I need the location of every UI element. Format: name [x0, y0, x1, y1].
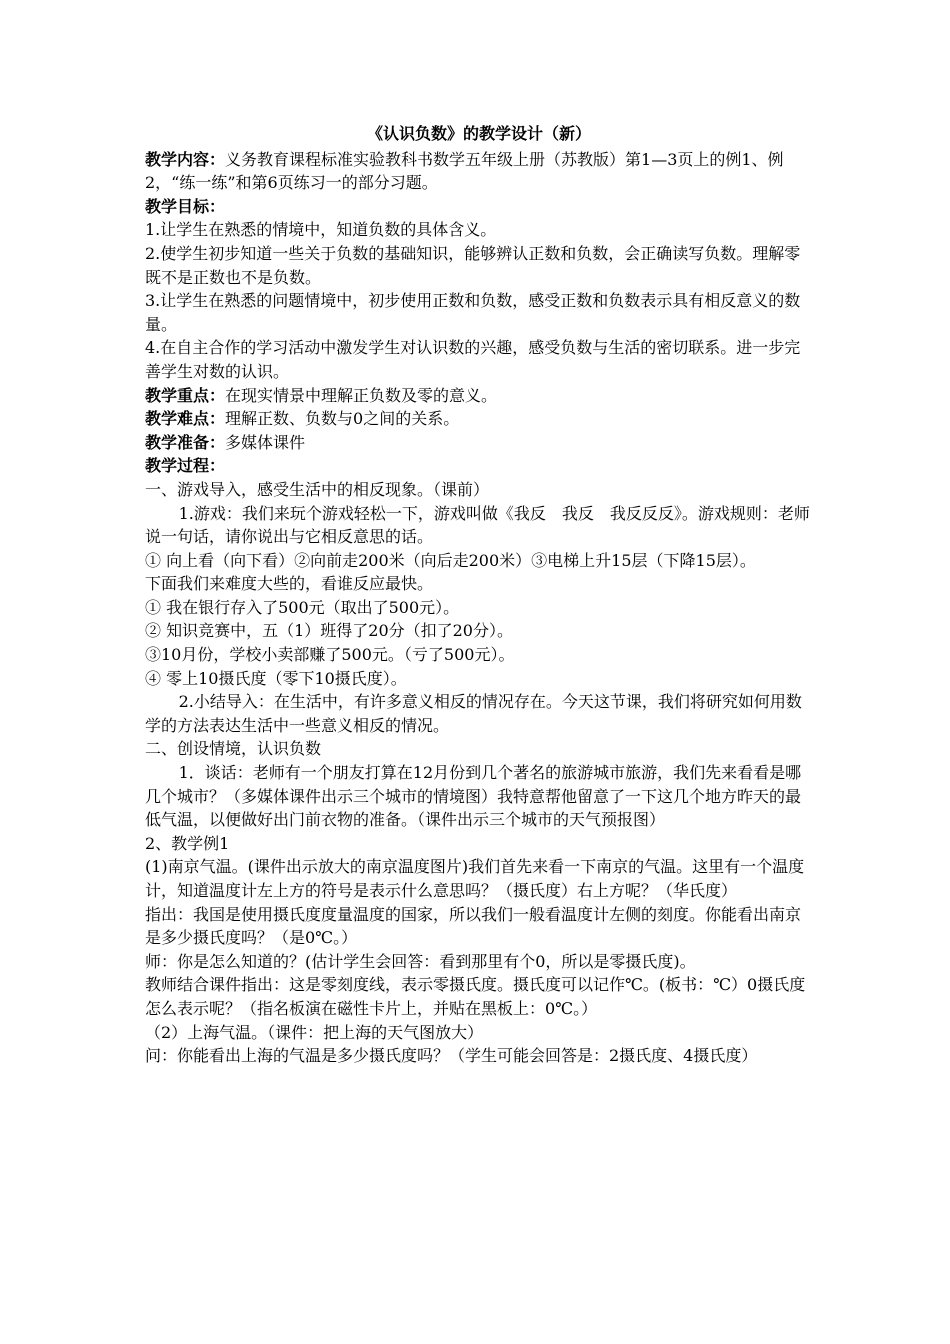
document-title: 《认识负数》的教学设计（新） — [366, 124, 591, 143]
game-examples: ① 向上看（向下看）②向前走200米（向后走200米）③电梯上升15层（下降15层）。 — [145, 550, 756, 570]
example-heading: 2、教学例1 — [145, 833, 230, 853]
key-text: 在现实情景中理解正负数及零的意义。 — [225, 385, 498, 405]
prep-text: 多媒体课件 — [225, 432, 306, 452]
teacher-point: 教师结合课件指出：这是零刻度线，表示零摄氏度。摄氏度可以记作℃。(板书：℃）0摄氏度怎么表示呢？（指名板演在磁性卡片上，并贴在黑板上：0℃。） — [145, 975, 806, 1018]
harder-item: ① 我在银行存入了500元（取出了500元）。 — [145, 597, 460, 617]
content-text: 义务教育课程标准实验教科书数学五年级上册（苏教版）第1—3页上的例1、例2，“练一练”和第6页练习一的部分习题。 — [145, 149, 784, 193]
goal-item: 2.使学生初步知道一些关于负数的基础知识，能够辨认正数和负数，会正确读写负数。理解零既不是正数也不是负数。 — [145, 243, 801, 287]
goal-item: 1.让学生在熟悉的情境中，知道负数的具体含义。 — [145, 220, 497, 240]
point-out-paragraph: 指出：我国是使用摄氏度度量温度的国家，所以我们一般看温度计左侧的刻度。你能看出南京是多少摄氏度吗？（是0℃。） — [145, 904, 802, 948]
key-label: 教学重点： — [145, 385, 226, 405]
harder-item: ② 知识竞赛中，五（1）班得了20分（扣了20分）。 — [145, 621, 513, 641]
goal-item: 4.在自主合作的学习活动中激发学生对认识数的兴趣，感受负数与生活的密切联系。进一步完善学生对数的认识。 — [145, 338, 801, 381]
process-label: 教学过程： — [145, 456, 226, 476]
harder-intro: 下面我们来难度大些的，看谁反应最快。 — [145, 574, 434, 594]
harder-item: ④ 零上10摄氏度（零下10摄氏度）。 — [145, 668, 407, 688]
teaching-difficulty — [145, 407, 813, 431]
teaching-key — [145, 384, 813, 408]
document-page — [145, 122, 813, 1068]
goals-label: 教学目标： — [145, 196, 226, 216]
section-heading: 二、创设情境，认识负数 — [145, 739, 322, 759]
teacher-question: 师：你是怎么知道的？(估计学生会回答：看到那里有个0，所以是零摄氏度)。 — [145, 951, 696, 971]
prep-label: 教学准备： — [145, 432, 226, 452]
shanghai-paragraph: （2）上海气温。（课件：把上海的天气图放大） — [145, 1022, 484, 1042]
nanjing-paragraph: (1)南京气温。(课件出示放大的南京温度图片)我们首先来看一下南京的气温。这里有一个温度计，知道温度计左上方的符号是表示什么意思吗？（摄氏度）右上方呢？（华氏度） — [145, 857, 805, 900]
question-paragraph: 问：你能看出上海的气温是多少摄氏度吗？（学生可能会回答是：2摄氏度、4摄氏度） — [145, 1046, 758, 1066]
section-heading: 一、游戏导入，感受生活中的相反现象。（课前） — [145, 479, 490, 499]
content-label: 教学内容： — [145, 149, 226, 169]
teaching-content — [145, 148, 813, 195]
teaching-prep — [145, 431, 813, 455]
summary-paragraph: 2.小结导入：在生活中，有许多意义相反的情况存在。今天这节课，我们将研究如何用数学的方法表达生活中一些意义相反的情况。 — [145, 692, 802, 735]
difficulty-label: 教学难点： — [145, 409, 226, 429]
goal-item: 3.让学生在熟悉的问题情境中，初步使用正数和负数，感受正数和负数表示具有相反意义的数量。 — [145, 291, 801, 334]
harder-item: ③10月份，学校小卖部赚了500元。（亏了500元）。 — [145, 645, 515, 665]
difficulty-text: 理解正数、负数与0之间的关系。 — [225, 409, 460, 429]
game-intro: 1.游戏：我们来玩个游戏轻松一下，游戏叫做《我反 我反 我反反反》。游戏规则：老师说一句话，请你说出与它相反意思的话。 — [145, 503, 810, 547]
talk-paragraph: 1．谈话：老师有一个朋友打算在12月份到几个著名的旅游城市旅游，我们先来看看是哪几个城市？（多媒体课件出示三个城市的情境图）我特意帮他留意了一下这几个地方昨天的最低气温，以便做好出门前衣物的准备。（课件出示三个城市的天气预报图） — [145, 763, 802, 830]
